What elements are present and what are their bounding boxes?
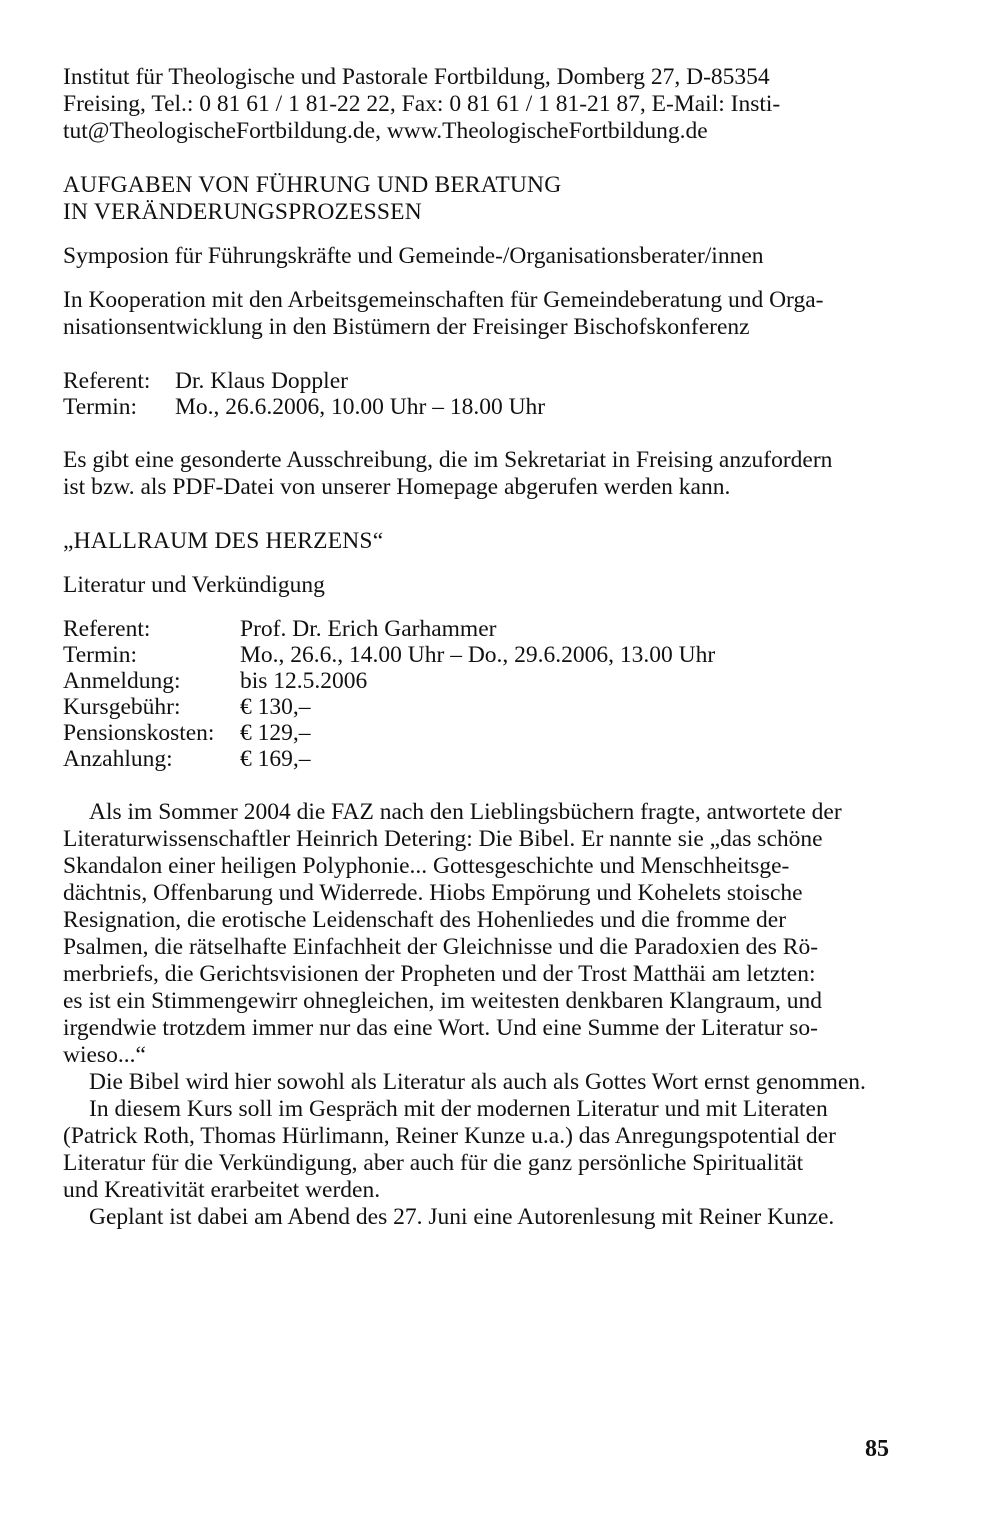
- detail-label: Anmeldung:: [63, 668, 181, 694]
- body-line: Skandalon einer heiligen Polyphonie... Gottesgeschichte und Menschheitsge-: [63, 853, 790, 879]
- detail-row: [63, 720, 715, 746]
- detail-label: Anzahlung:: [63, 746, 173, 772]
- address-line: tut@TheologischeFortbildung.de, www.TheologischeFortbildung.de: [63, 118, 708, 144]
- detail-row: [63, 694, 715, 720]
- detail-label: Kursgebühr:: [63, 694, 181, 720]
- event-1-subtitle: Symposion für Führungskräfte und Gemeinde-/Organisationsberater/innen: [63, 243, 764, 269]
- body-line: Literaturwissenschaftler Heinrich Detering: Die Bibel. Er nannte sie „das schöne: [63, 826, 823, 852]
- body-line: wieso...“: [63, 1042, 146, 1068]
- detail-row: [63, 616, 715, 642]
- body-paragraph: [63, 1069, 905, 1096]
- detail-label: Pensionskosten:: [63, 720, 215, 746]
- detail-row: [63, 642, 715, 668]
- event-1-note-line: Es gibt eine gesonderte Ausschreibung, die im Sekretariat in Freising anzufordern: [63, 447, 833, 473]
- event-1-cooperation-line: In Kooperation mit den Arbeitsgemeinschaften für Gemeindeberatung und Orga-: [63, 287, 824, 313]
- detail-value: € 169,–: [240, 746, 311, 772]
- detail-label: Referent:: [63, 616, 151, 642]
- event-1-cooperation-line: nisationsentwicklung in den Bistümern der Freisinger Bischofskonferenz: [63, 314, 750, 340]
- body-line: und Kreativität erarbeitet werden.: [63, 1177, 381, 1203]
- event-2: [63, 528, 905, 1231]
- body-line: merbriefs, die Gerichtsvisionen der Propheten und der Trost Matthäi am letzten:: [63, 961, 816, 987]
- detail-label: Referent:: [63, 368, 151, 394]
- detail-row: [63, 668, 715, 694]
- body-line: Als im Sommer 2004 die FAZ nach den Lieblingsbüchern fragte, antwortete der: [89, 799, 842, 825]
- detail-value: Mo., 26.6.2006, 10.00 Uhr – 18.00 Uhr: [175, 394, 546, 420]
- document-page: [63, 64, 905, 1231]
- body-paragraph: [63, 1204, 905, 1231]
- detail-value: € 129,–: [240, 720, 311, 746]
- address-line: Freising, Tel.: 0 81 61 / 1 81-22 22, Fax: 0 81 61 / 1 81-21 87, E-Mail: Insti-: [63, 91, 781, 117]
- detail-row: [63, 394, 545, 420]
- detail-row: [63, 746, 715, 772]
- body-paragraph: [63, 1096, 905, 1204]
- event-1-title-line: AUFGABEN VON FÜHRUNG UND BERATUNG: [63, 172, 562, 198]
- institute-address: [63, 64, 905, 145]
- body-line: es ist ein Stimmengewirr ohnegleichen, im weitesten denkbaren Klangraum, und: [63, 988, 822, 1014]
- body-line: Psalmen, die rätselhafte Einfachheit der Gleichnisse und die Paradoxien des Rö-: [63, 934, 819, 960]
- event-1: [63, 172, 905, 501]
- detail-row: [63, 368, 545, 394]
- event-1-note-line: ist bzw. als PDF-Datei von unserer Homepage abgerufen werden kann.: [63, 474, 731, 500]
- detail-value: € 130,–: [240, 694, 311, 720]
- body-line: irgendwie trotzdem immer nur das eine Wort. Und eine Summe der Literatur so-: [63, 1015, 818, 1041]
- detail-value: Mo., 26.6., 14.00 Uhr – Do., 29.6.2006, 13.00 Uhr: [240, 642, 716, 668]
- event-1-title-line: IN VERÄNDERUNGSPROZESSEN: [63, 199, 422, 225]
- detail-label: Termin:: [63, 642, 138, 668]
- event-1-details: [63, 368, 545, 420]
- event-2-subtitle: Literatur und Verkündigung: [63, 572, 325, 598]
- body-line: Resignation, die erotische Leidenschaft des Hohenliedes und die fromme der: [63, 907, 787, 933]
- detail-label: Termin:: [63, 394, 138, 420]
- event-2-body: [63, 799, 905, 1231]
- body-line: dächtnis, Offenbarung und Widerrede. Hiobs Empörung und Kohelets stoische: [63, 880, 803, 906]
- body-line: (Patrick Roth, Thomas Hürlimann, Reiner Kunze u.a.) das Anregungspotential der: [63, 1123, 836, 1149]
- body-paragraph: [63, 799, 905, 1069]
- event-2-details: [63, 616, 715, 772]
- event-2-title: „HALLRAUM DES HERZENS“: [63, 528, 384, 554]
- page-number: 85: [865, 1436, 889, 1462]
- detail-value: bis 12.5.2006: [240, 668, 368, 694]
- body-line: Die Bibel wird hier sowohl als Literatur als auch als Gottes Wort ernst genommen.: [89, 1069, 866, 1095]
- body-line: Geplant ist dabei am Abend des 27. Juni eine Autorenlesung mit Reiner Kunze.: [89, 1204, 835, 1230]
- detail-value: Dr. Klaus Doppler: [175, 368, 348, 394]
- body-line: Literatur für die Verkündigung, aber auch für die ganz persönliche Spiritualität: [63, 1150, 804, 1176]
- address-line: Institut für Theologische und Pastorale Fortbildung, Domberg 27, D-85354: [63, 64, 770, 90]
- body-line: In diesem Kurs soll im Gespräch mit der modernen Literatur und mit Literaten: [89, 1096, 828, 1122]
- detail-value: Prof. Dr. Erich Garhammer: [240, 616, 497, 642]
